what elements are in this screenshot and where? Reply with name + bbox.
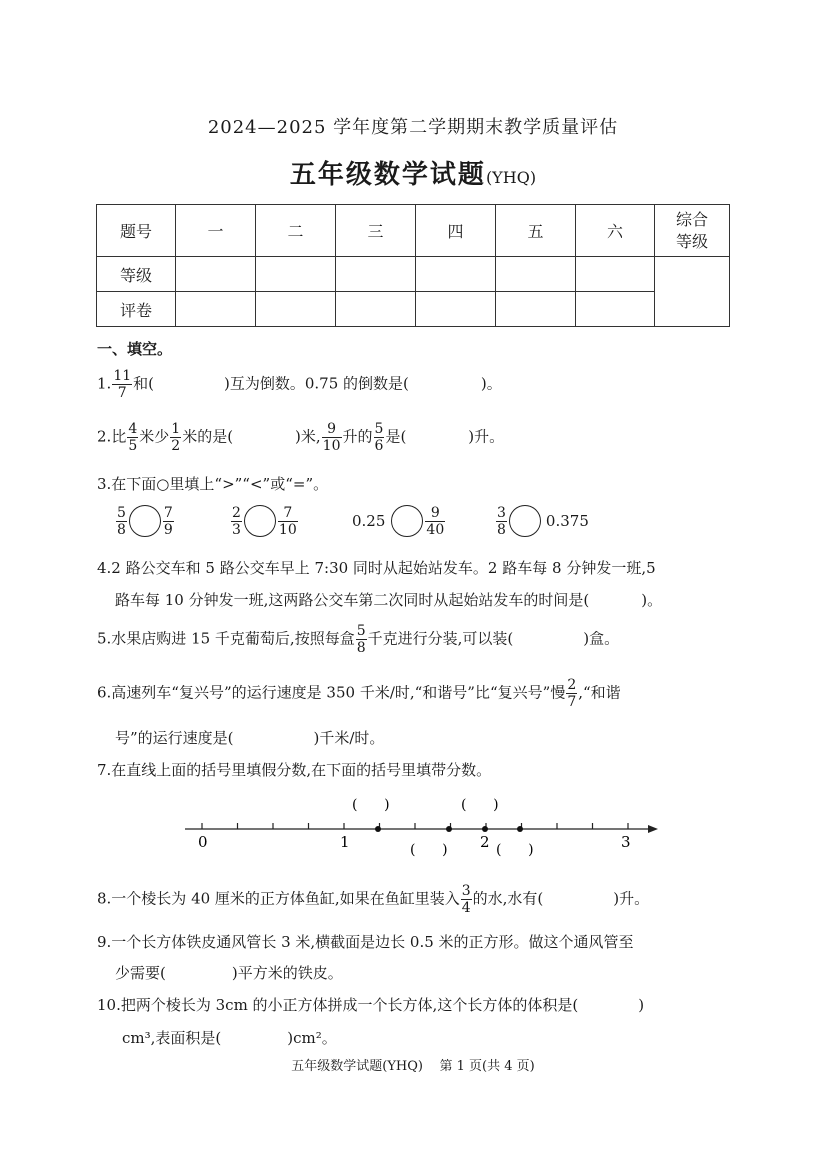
number-line-ticks: [202, 823, 628, 829]
question-10-line1: 10.把两个棱长为 3cm 的小正方体拼成一个长方体,这个长方体的体积是( ): [97, 996, 645, 1014]
fraction: $\frac{3}{4}$: [461, 883, 471, 916]
section-title: 一、填空。: [97, 340, 173, 358]
score-cell[interactable]: [576, 257, 655, 292]
fraction: $\frac{2}{7}$: [567, 677, 577, 710]
mixed-number-blank[interactable]: ( ): [410, 842, 448, 858]
score-cell[interactable]: [416, 257, 496, 292]
fraction: $\frac{2}{3}$: [232, 504, 241, 538]
fraction: $\frac{5}{8}$: [356, 623, 366, 656]
question-text: 升的: [342, 427, 373, 446]
score-cell[interactable]: [256, 257, 336, 292]
score-header-cell: 六: [576, 205, 655, 257]
number-line-label: 0: [198, 833, 208, 851]
question-2: [97, 422, 504, 453]
number-line-label: 2: [480, 833, 490, 851]
grade-title: 五年级数学试题: [289, 160, 486, 190]
score-cell[interactable]: [496, 257, 576, 292]
question-9-line2: 少需要( )平方米的铁皮。: [115, 964, 343, 982]
question-3: 3.在下面○里填上“>”“<”或“=”。: [97, 475, 329, 493]
score-cell[interactable]: [576, 292, 655, 327]
score-row-label: 评卷: [97, 292, 176, 327]
compare-item: [115, 505, 175, 537]
question-6-line1: 6.高速列车“复兴号”的运行速度是 350 千米/时,“和谐号”比“复兴号”慢 $\frac{2}{7}$ ,“和谐: [97, 677, 621, 710]
question-1: [97, 369, 502, 400]
arrow-icon: [648, 825, 658, 833]
question-text: )米,: [295, 427, 321, 446]
score-header-cell: 题号: [97, 205, 176, 257]
score-cell[interactable]: [336, 292, 416, 327]
score-header-cell: 一: [176, 205, 256, 257]
overall-grade-cell[interactable]: [655, 257, 730, 327]
score-header-cell: 二: [256, 205, 336, 257]
question-10-line2: cm³,表面积是( )cm²。: [122, 1029, 337, 1047]
question-text: 是(: [385, 427, 407, 446]
question-number: 1.: [97, 374, 112, 393]
improper-fraction-blank[interactable]: ( ): [352, 797, 390, 813]
compare-circle[interactable]: [244, 505, 276, 537]
number-line-point: [482, 826, 488, 832]
question-6-line2: 号”的运行速度是( )千米/时。: [115, 729, 385, 747]
fraction: $\frac{11}{7}$: [113, 368, 132, 401]
fraction: $\frac{5}{6}$: [374, 421, 384, 454]
question-text: )互为倒数。0.75 的倒数是(: [224, 374, 409, 393]
compare-circle[interactable]: [129, 505, 161, 537]
number-line-label: 3: [621, 833, 631, 851]
question-text: )升。: [468, 427, 505, 446]
score-cell[interactable]: [416, 292, 496, 327]
question-8: 8.一个棱长为 40 厘米的正方体鱼缸,如果在鱼缸里装入 $\frac{3}{4}$ 的水,水有( )升。: [97, 883, 650, 916]
compare-item: 0.25 $\frac{9}{40}$: [352, 504, 445, 538]
compare-item: $\frac{3}{8}$ 0.375: [497, 504, 589, 538]
score-cell[interactable]: [496, 292, 576, 327]
compare-circle[interactable]: [509, 505, 541, 537]
question-9-line1: 9.一个长方体铁皮通风管长 3 米,横截面是边长 0.5 米的正方形。做这个通风管至: [97, 933, 634, 951]
score-cell[interactable]: [336, 257, 416, 292]
question-5: 5.水果店购进 15 千克葡萄后,按照每盒 $\frac{5}{8}$ 千克进行分装,可以装( )盒。: [97, 623, 620, 656]
question-4-line2: 路车每 10 分钟发一班,这两路公交车第二次同时从起始站发车的时间是( )。: [115, 591, 663, 609]
score-table: [96, 204, 730, 327]
fraction: $\frac{4}{5}$: [128, 421, 138, 454]
score-header-cell: 五: [496, 205, 576, 257]
exam-title: 2024—2025 学年度第二学期期末教学质量评估: [207, 117, 619, 138]
fraction: $\frac{5}{8}$: [117, 504, 126, 538]
question-4-line1: 4.2 路公交车和 5 路公交车早上 7:30 同时从起始站发车。2 路车每 8 分钟发一班,5: [97, 559, 656, 577]
score-cell[interactable]: [256, 292, 336, 327]
fraction: $\frac{7}{9}$: [163, 504, 173, 538]
grade-code: (YHQ): [485, 168, 537, 187]
page-title: [0, 154, 826, 191]
score-header-cell-overall: 综合 等级: [655, 205, 730, 257]
fraction: $\frac{1}{2}$: [171, 421, 181, 454]
score-cell[interactable]: [176, 292, 256, 327]
question-number: 2.: [97, 427, 112, 446]
improper-fraction-blank[interactable]: ( ): [461, 797, 499, 813]
number-line-point: [517, 826, 523, 832]
page-footer: 五年级数学试题(YHQ) 第 1 页(共 4 页): [291, 1059, 535, 1074]
question-7: 7.在直线上面的括号里填假分数,在下面的括号里填带分数。: [97, 761, 492, 779]
score-cell[interactable]: [176, 257, 256, 292]
fraction: $\frac{9}{40}$: [426, 504, 445, 538]
score-header-cell: 三: [336, 205, 416, 257]
fraction: $\frac{9}{10}$: [322, 421, 341, 454]
question-text: 米的是(: [182, 427, 234, 446]
mixed-number-blank[interactable]: ( ): [496, 842, 534, 858]
score-row-label: 等级: [97, 257, 176, 292]
number-line: [180, 790, 670, 860]
number-line-point: [446, 826, 452, 832]
question-text: 和(: [133, 374, 154, 393]
fraction: $\frac{3}{8}$: [497, 504, 506, 538]
compare-circle[interactable]: [391, 505, 423, 537]
question-text: 米少: [139, 427, 170, 446]
question-text: 比: [111, 427, 127, 446]
score-header-cell: 四: [416, 205, 496, 257]
fraction: $\frac{7}{10}$: [278, 504, 297, 538]
number-line-label: 1: [340, 833, 350, 851]
number-line-point: [375, 826, 381, 832]
question-text: )。: [480, 374, 502, 393]
compare-item: [230, 505, 299, 537]
